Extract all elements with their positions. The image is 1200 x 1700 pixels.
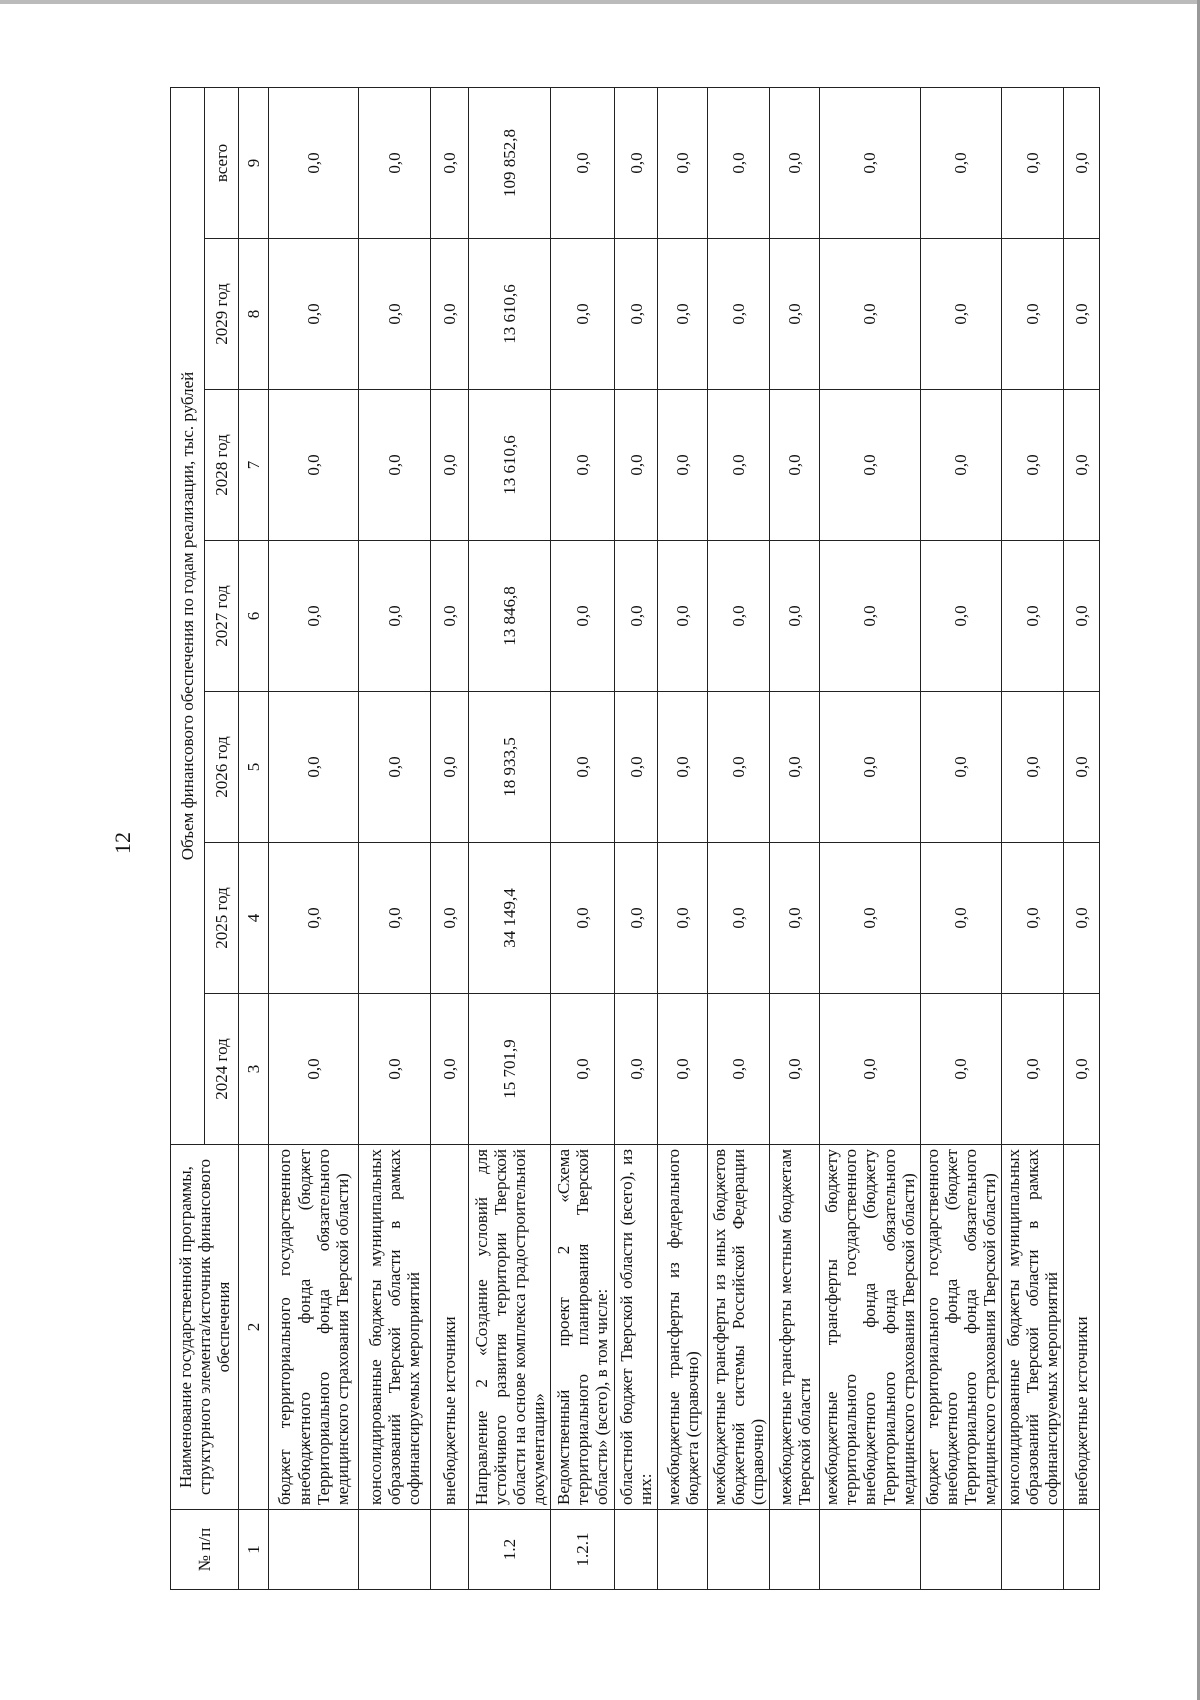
table-row <box>469 87 551 1589</box>
header-year: 2026 год <box>205 692 239 843</box>
row-number <box>431 1510 469 1590</box>
row-year-value: 0,0 <box>1063 994 1099 1145</box>
row-year-value: 0,0 <box>658 994 708 1145</box>
row-year-value: 0,0 <box>615 390 658 541</box>
row-name: внебюджетные источники <box>431 1145 469 1510</box>
row-year-value: 0,0 <box>1001 843 1063 994</box>
row-year-value: 0,0 <box>708 843 770 994</box>
row-year-value: 0,0 <box>770 843 820 994</box>
row-year-value: 0,0 <box>1063 541 1099 692</box>
table-row <box>431 87 469 1589</box>
row-year-value: 13 610,6 <box>469 239 551 390</box>
row-year-value: 0,0 <box>1001 541 1063 692</box>
table-row <box>708 87 770 1589</box>
row-name: Направление 2 «Создание условий для устойчивого развития территории Тверской области на основе комплекса градостроительной документации» <box>469 1145 551 1510</box>
table-row <box>551 87 615 1589</box>
row-year-value: 0,0 <box>269 390 359 541</box>
row-year-value: 0,0 <box>920 843 1001 994</box>
header-year: 2025 год <box>205 843 239 994</box>
row-total-value: 0,0 <box>359 87 431 238</box>
row-year-value: 0,0 <box>1001 239 1063 390</box>
row-year-value: 13 846,8 <box>469 541 551 692</box>
table-row <box>359 87 431 1589</box>
row-year-value: 0,0 <box>1001 994 1063 1145</box>
header-year: 2027 год <box>205 541 239 692</box>
row-year-value: 0,0 <box>551 239 615 390</box>
row-year-value: 0,0 <box>551 843 615 994</box>
row-number <box>269 1510 359 1590</box>
index-cell: 5 <box>239 692 269 843</box>
index-cell: 3 <box>239 994 269 1145</box>
row-year-value: 0,0 <box>615 541 658 692</box>
table-row <box>269 87 359 1589</box>
row-total-value: 0,0 <box>431 87 469 238</box>
row-year-value: 0,0 <box>820 692 920 843</box>
row-year-value: 0,0 <box>551 390 615 541</box>
row-year-value: 0,0 <box>820 843 920 994</box>
row-name: Ведомственный проект 2 «Схема территориального планирования Тверской области» (всего), в том числе: <box>551 1145 615 1510</box>
index-cell: 4 <box>239 843 269 994</box>
row-total-value: 0,0 <box>1063 87 1099 238</box>
row-name: межбюджетные трансферты из федерального бюджета (справочно) <box>658 1145 708 1510</box>
row-name: консолидированные бюджеты муниципальных образований Тверской области в рамках софинансируемых мероприятий <box>1001 1145 1063 1510</box>
row-total-value: 0,0 <box>770 87 820 238</box>
row-number <box>658 1510 708 1590</box>
row-number <box>708 1510 770 1590</box>
row-year-value: 0,0 <box>820 541 920 692</box>
row-year-value: 0,0 <box>359 994 431 1145</box>
row-name: областной бюджет Тверской области (всего), из них: <box>615 1145 658 1510</box>
row-year-value: 0,0 <box>820 994 920 1145</box>
row-year-value: 0,0 <box>431 541 469 692</box>
row-year-value: 0,0 <box>551 692 615 843</box>
table-row <box>770 87 820 1589</box>
row-year-value: 0,0 <box>1063 843 1099 994</box>
row-year-value: 0,0 <box>820 390 920 541</box>
row-total-value: 0,0 <box>658 87 708 238</box>
header-year: 2028 год <box>205 390 239 541</box>
row-total-value: 0,0 <box>615 87 658 238</box>
table-row <box>658 87 708 1589</box>
row-year-value: 0,0 <box>920 390 1001 541</box>
row-year-value: 0,0 <box>658 843 708 994</box>
row-year-value: 13 610,6 <box>469 390 551 541</box>
row-year-value: 0,0 <box>431 994 469 1145</box>
row-year-value: 0,0 <box>658 390 708 541</box>
row-name: межбюджетные трансферты местным бюджетам Тверской области <box>770 1145 820 1510</box>
row-year-value: 0,0 <box>359 843 431 994</box>
row-name: внебюджетные источники <box>1063 1145 1099 1510</box>
row-number <box>770 1510 820 1590</box>
row-year-value: 0,0 <box>920 994 1001 1145</box>
row-name: бюджет территориального государственного внебюджетного фонда (бюджет Территориального фонда обязательного медицинского страхования Тверской области) <box>269 1145 359 1510</box>
row-year-value: 0,0 <box>708 239 770 390</box>
row-year-value: 0,0 <box>1001 692 1063 843</box>
header-volume: Объем финансового обеспечения по годам реализации, тыс. рублей <box>171 87 205 1144</box>
header-num: № п/п <box>171 1510 239 1590</box>
row-year-value: 0,0 <box>658 692 708 843</box>
row-year-value: 0,0 <box>708 692 770 843</box>
index-cell: 2 <box>239 1145 269 1510</box>
row-number <box>920 1510 1001 1590</box>
row-year-value: 0,0 <box>1063 239 1099 390</box>
row-number <box>820 1510 920 1590</box>
row-year-value: 0,0 <box>920 692 1001 843</box>
index-cell: 1 <box>239 1510 269 1590</box>
row-year-value: 0,0 <box>551 994 615 1145</box>
index-cell: 7 <box>239 390 269 541</box>
header-year: 2024 год <box>205 994 239 1145</box>
header-total: всего <box>205 87 239 238</box>
row-year-value: 0,0 <box>708 994 770 1145</box>
row-year-value: 0,0 <box>615 239 658 390</box>
row-year-value: 0,0 <box>431 390 469 541</box>
row-year-value: 0,0 <box>359 692 431 843</box>
header-name: Наименование государственной программы, структурного элемента/источник финансового обеспечения <box>171 1145 239 1510</box>
row-name: межбюджетные трансферты из иных бюджетов бюджетной системы Российской Федерации (справочно) <box>708 1145 770 1510</box>
row-year-value: 0,0 <box>431 239 469 390</box>
index-cell: 6 <box>239 541 269 692</box>
table-row <box>920 87 1001 1589</box>
table-row <box>615 87 658 1589</box>
row-year-value: 15 701,9 <box>469 994 551 1145</box>
row-number <box>359 1510 431 1590</box>
header-year: 2029 год <box>205 239 239 390</box>
row-year-value: 0,0 <box>431 692 469 843</box>
row-year-value: 0,0 <box>770 390 820 541</box>
row-year-value: 0,0 <box>551 541 615 692</box>
row-year-value: 0,0 <box>770 541 820 692</box>
row-name: бюджет территориального государственного внебюджетного фонда (бюджет Территориального фонда обязательного медицинского страхования Тверской области) <box>920 1145 1001 1510</box>
row-year-value: 0,0 <box>770 692 820 843</box>
row-total-value: 0,0 <box>1001 87 1063 238</box>
row-year-value: 0,0 <box>269 994 359 1145</box>
row-year-value: 0,0 <box>431 843 469 994</box>
row-year-value: 0,0 <box>920 239 1001 390</box>
row-total-value: 0,0 <box>920 87 1001 238</box>
row-total-value: 0,0 <box>820 87 920 238</box>
row-year-value: 0,0 <box>708 541 770 692</box>
row-year-value: 0,0 <box>1063 390 1099 541</box>
row-total-value: 0,0 <box>708 87 770 238</box>
row-year-value: 0,0 <box>359 239 431 390</box>
row-year-value: 0,0 <box>269 541 359 692</box>
table-row <box>1001 87 1063 1589</box>
index-cell: 9 <box>239 87 269 238</box>
index-cell: 8 <box>239 239 269 390</box>
row-total-value: 109 852,8 <box>469 87 551 238</box>
row-name: консолидированные бюджеты муниципальных образований Тверской области в рамках софинансируемых мероприятий <box>359 1145 431 1510</box>
row-total-value: 0,0 <box>269 87 359 238</box>
column-index-row <box>239 87 269 1589</box>
rotated-table-wrapper <box>170 90 1100 1590</box>
page-number: 12 <box>110 832 135 854</box>
row-number <box>615 1510 658 1590</box>
table-row <box>1063 87 1099 1589</box>
row-year-value: 0,0 <box>920 541 1001 692</box>
row-total-value: 0,0 <box>551 87 615 238</box>
row-year-value: 0,0 <box>1001 390 1063 541</box>
table-row <box>820 87 920 1589</box>
row-year-value: 0,0 <box>269 692 359 843</box>
row-year-value: 0,0 <box>615 843 658 994</box>
row-number: 1.2.1 <box>551 1510 615 1590</box>
row-year-value: 34 149,4 <box>469 843 551 994</box>
row-name: межбюджетные трансферты бюджету территориального государственного внебюджетного фонда (бюджету Территориального фонда обязательного медицинского страхования Тверской области) <box>820 1145 920 1510</box>
row-year-value: 0,0 <box>359 541 431 692</box>
row-year-value: 0,0 <box>359 390 431 541</box>
row-year-value: 0,0 <box>770 994 820 1145</box>
scan-top-edge <box>0 0 1200 4</box>
row-year-value: 0,0 <box>658 239 708 390</box>
financing-table <box>170 87 1100 1590</box>
row-number <box>1063 1510 1099 1590</box>
row-number: 1.2 <box>469 1510 551 1590</box>
row-number <box>1001 1510 1063 1590</box>
row-year-value: 0,0 <box>269 843 359 994</box>
row-year-value: 0,0 <box>615 994 658 1145</box>
row-year-value: 18 933,5 <box>469 692 551 843</box>
row-year-value: 0,0 <box>770 239 820 390</box>
row-year-value: 0,0 <box>1063 692 1099 843</box>
row-year-value: 0,0 <box>820 239 920 390</box>
row-year-value: 0,0 <box>269 239 359 390</box>
row-year-value: 0,0 <box>708 390 770 541</box>
row-year-value: 0,0 <box>658 541 708 692</box>
row-year-value: 0,0 <box>615 692 658 843</box>
